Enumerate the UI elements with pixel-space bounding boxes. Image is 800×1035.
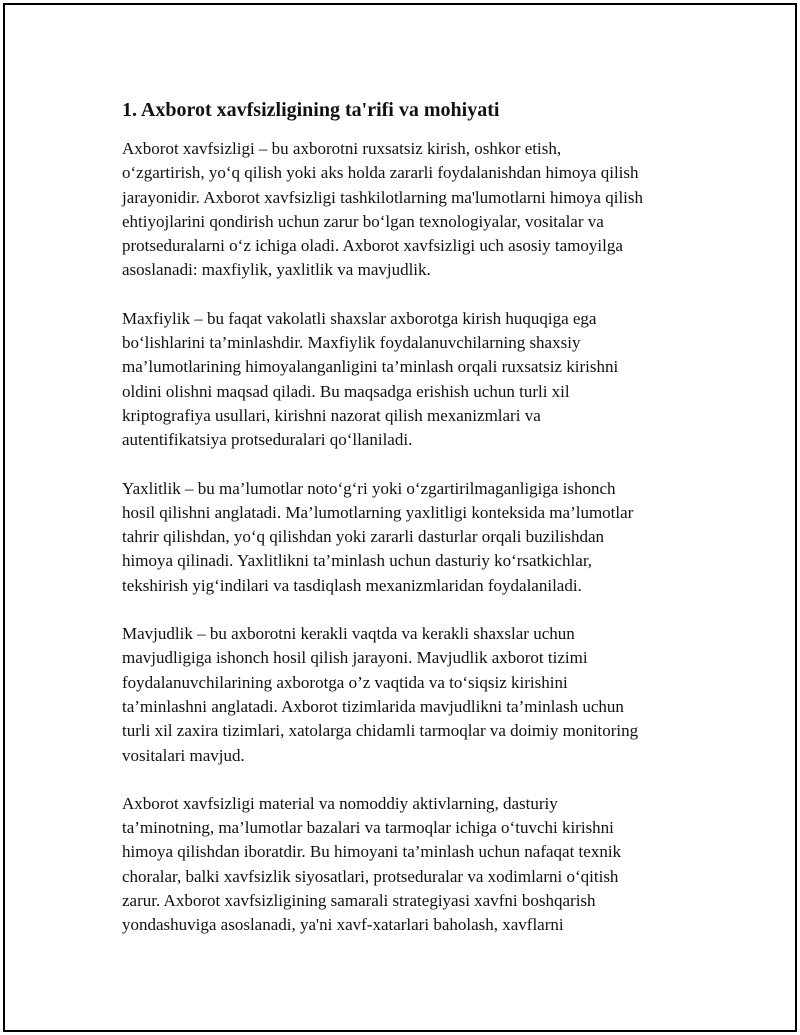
paragraph-line: tahrir qilishdan, yo‘q qilishdan yoki zararli dasturlar orqali buzilishdan xyxy=(122,527,605,547)
paragraph-line: turli xil zaxira tizimlari, xatolarga chidamli tarmoqlar va doimiy monitoring xyxy=(122,721,639,741)
paragraph-line: ma’lumotlarining himoyalanganligini ta’minlash orqali ruxsatsiz kirishni xyxy=(122,357,619,377)
paragraph-line: ta’minotning, ma’lumotlar bazalari va tarmoqlar ichiga o‘tuvchi kirishni xyxy=(122,818,614,838)
paragraph-line: ta’minlashni anglatadi. Axborot tizimlarida mavjudlikni ta’minlash uchun xyxy=(122,696,624,716)
paragraph-line: Axborot xavfsizligi material va nomoddiy aktivlarning, dasturiy xyxy=(122,793,558,813)
paragraph-line: tekshirish yig‘indilari va tasdiqlash mexanizmlaridan foydalaniladi. xyxy=(122,575,582,595)
paragraph xyxy=(122,477,702,598)
paragraph xyxy=(122,622,702,768)
paragraph-line: yondashuviga asoslanadi, ya'ni xavf-xatarlari baholash, xavflarni xyxy=(122,915,564,935)
paragraph-line: choralar, balki xavfsizlik siyosatlari, protseduralar va xodimlarni o‘qitish xyxy=(122,866,619,886)
document-body xyxy=(122,97,702,962)
paragraph-line: himoya qilishdan iboratdir. Bu himoyani ta’minlash uchun nafaqat texnik xyxy=(122,842,622,862)
section-heading: 1. Axborot xavfsizligining ta'rifi va mohiyati xyxy=(122,99,500,121)
paragraph-line: mavjudligiga ishonch hosil qilish jarayoni. Mavjudlik axborot tizimi xyxy=(122,648,588,668)
paragraph-line: asoslanadi: maxfiylik, yaxlitlik va mavjudlik. xyxy=(122,260,431,280)
paragraph-line: Axborot xavfsizligi – bu axborotni ruxsatsiz kirish, oshkor etish, xyxy=(122,139,562,158)
paragraph xyxy=(122,792,702,938)
paragraph-line: vositalari mavjud. xyxy=(122,745,245,765)
paragraph-line: oldini olishni maqsad qiladi. Bu maqsadga erishish uchun turli xil xyxy=(122,381,570,401)
paragraph-line: Maxfiylik – bu faqat vakolatli shaxslar axborotga kirish huquqiga ega xyxy=(122,308,597,328)
page-frame xyxy=(3,3,797,1032)
paragraph xyxy=(122,307,702,453)
paragraph-line: kriptografiya usullari, kirishni nazorat qilish mexanizmlari va xyxy=(122,405,541,425)
paragraph-line: zarur. Axborot xavfsizligining samarali strategiyasi xavfni boshqarish xyxy=(122,891,596,911)
paragraph-line: hosil qilishni anglatadi. Ma’lumotlarning yaxlitligi konteksida ma’lumotlar xyxy=(122,502,634,522)
paragraph-line: Yaxlitlik – bu ma’lumotlar noto‘g‘ri yoki o‘zgartirilmaganligiga ishonch xyxy=(122,478,616,498)
paragraph-line: autentifikatsiya protseduralari qo‘llaniladi. xyxy=(122,430,413,450)
paragraph-line: himoya qilinadi. Yaxlitlikni ta’minlash uchun dasturiy ko‘rsatkichlar, xyxy=(122,551,593,571)
paragraph-line: Mavjudlik – bu axborotni kerakli vaqtda va kerakli shaxslar uchun xyxy=(122,624,575,644)
paragraph-line: o‘zgartirish, yo‘q qilish yoki aks holda zararli foydalanishdan himoya qilish xyxy=(122,163,639,183)
paragraph-line: foydalanuvchilarining axborotga o’z vaqtida va to‘siqsiz kirishini xyxy=(122,672,568,692)
paragraph xyxy=(122,137,702,283)
paragraph-line: jarayonidir. Axborot xavfsizligi tashkilotlarning ma'lumotlarni himoya qilish xyxy=(122,187,644,207)
paragraph-line: bo‘lishlarini ta’minlashdir. Maxfiylik foydalanuvchilarning shaxsiy xyxy=(122,333,581,353)
paragraph-line: protseduralarni o‘z ichiga oladi. Axborot xavfsizligi uch asosiy tamoyilga xyxy=(122,236,623,256)
paragraph-list xyxy=(122,137,702,938)
paragraph-line: ehtiyojlarini qondirish uchun zarur bo‘lgan texnologiyalar, vositalar va xyxy=(122,211,604,231)
